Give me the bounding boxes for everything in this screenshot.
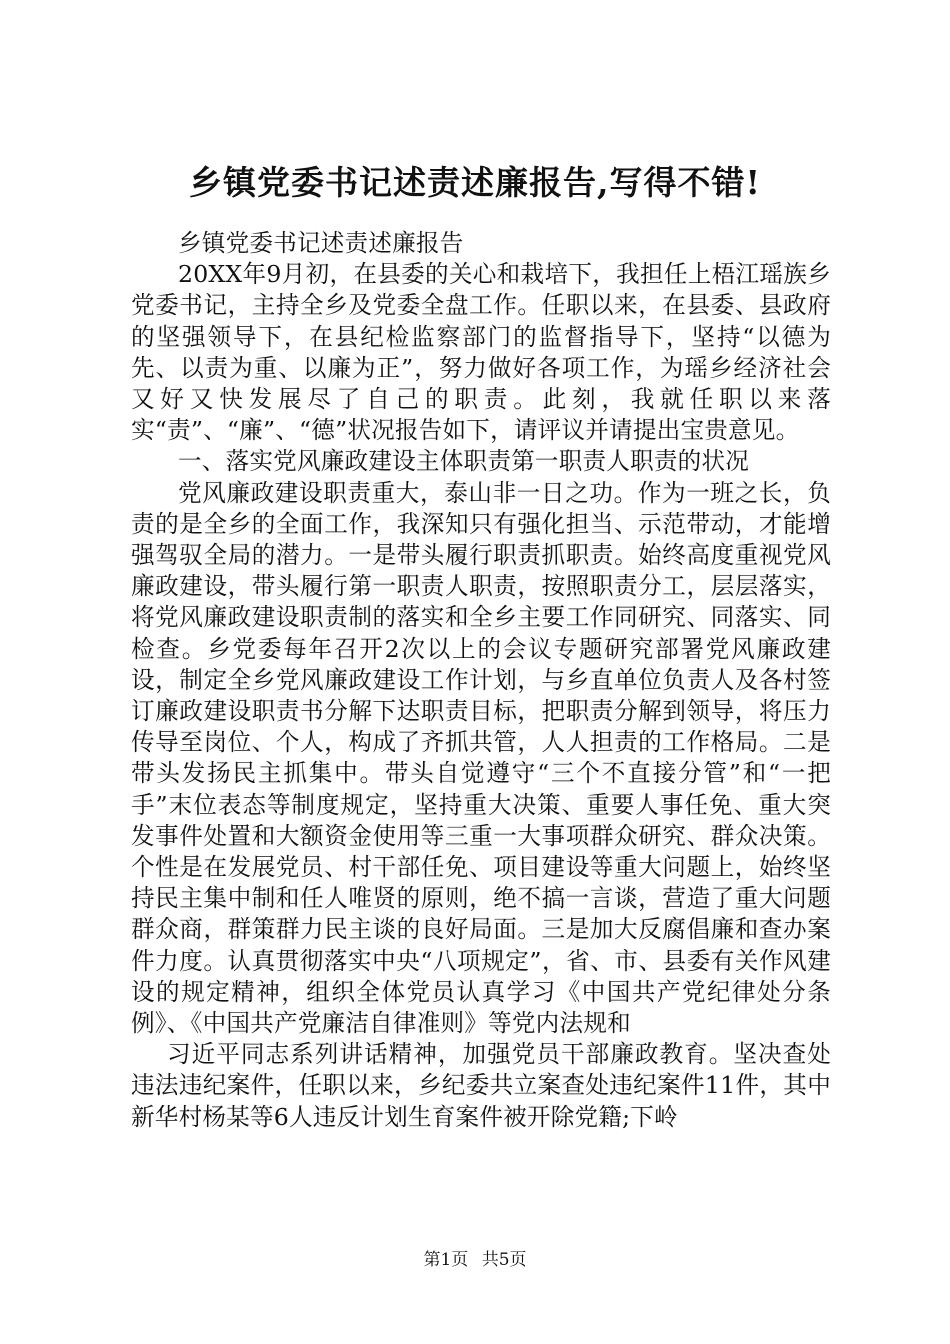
section-heading-1: 一、落实党风廉政建设主体职责第一职责人职责的状况 — [178, 447, 750, 476]
report-subtitle: 乡镇党委书记述责述廉报告 — [178, 229, 464, 257]
intro-paragraph: 20XX年9月初，在县委的关心和栽培下，我担任上梧江瑶族乡党委书记，主持全乡及党委全盘工作。任职以来，在县委、县政府的坚强领导下，在县纪检监察部门的监督指导下，坚持“以德为先、以责为重、以廉为正”，努力做好各项工作，为瑶乡经济社会又好又快发展尽了自己的职责。此刻，我就任职以来落实“责”、“廉”、“德”状况报告如下，请评议并请提出宝贵意见。 — [131, 260, 831, 445]
section-1-paragraph: 党风廉政建设职责重大，泰山非一日之功。作为一班之长，负责的是全乡的全面工作，我深知只有强化担当、示范带动，才能增强驾驭全局的潜力。一是带头履行职责抓职责。始终高度重视党风廉政建设，带头履行第一职责人职责，按照职责分工，层层落实，将党风廉政建设职责制的落实和全乡主要工作同研究、同落实、同检查。乡党委每年召开2次以上的会议专题研究部署党风廉政建设，制定全乡党风廉政建设工作计划，与乡直单位负责人及各村签订廉政建设职责书分解下达职责目标，把职责分解到领导，将压力传导至岗位、个人，构成了齐抓共管，人人担责的工作格局。二是带头发扬民主抓集中。带头自觉遵守“三个不直接分管”和“一把手”末位表态等制度规定，坚持重大决策、重要人事任免、重大突发事件处置和大额资金使用等三重一大事项群众研究、群众决策。个性是在发展党员、村干部任免、项目建设等重大问题上，始终坚持民主集中制和任人唯贤的原则，绝不搞一言谈，营造了重大问题群众商，群策群力民主谈的良好局面。三是加大反腐倡廉和查办案件力度。认真贯彻落实中央“八项规定”，省、市、县委有关作风建设的规定精神，组织全体党员认真学习《中国共产党纪律处分条例》、《中国共产党廉洁自律准则》等党内法规和 — [131, 478, 831, 1038]
page-footer — [0, 1248, 950, 1272]
section-1-continuation: 习近平同志系列讲话精神，加强党员干部廉政教育。坚决查处违法违纪案件，任职以来，乡纪委共立案查处违纪案件11件，其中新华村杨某等6人违反计划生育案件被开除党籍;下岭 — [131, 1040, 831, 1131]
document-title: 乡镇党委书记述责述廉报告,写得不错! — [189, 163, 761, 202]
page-number: 第1页 — [423, 1250, 469, 1270]
document-body — [131, 228, 831, 1133]
page-total: 共5页 — [481, 1250, 527, 1270]
